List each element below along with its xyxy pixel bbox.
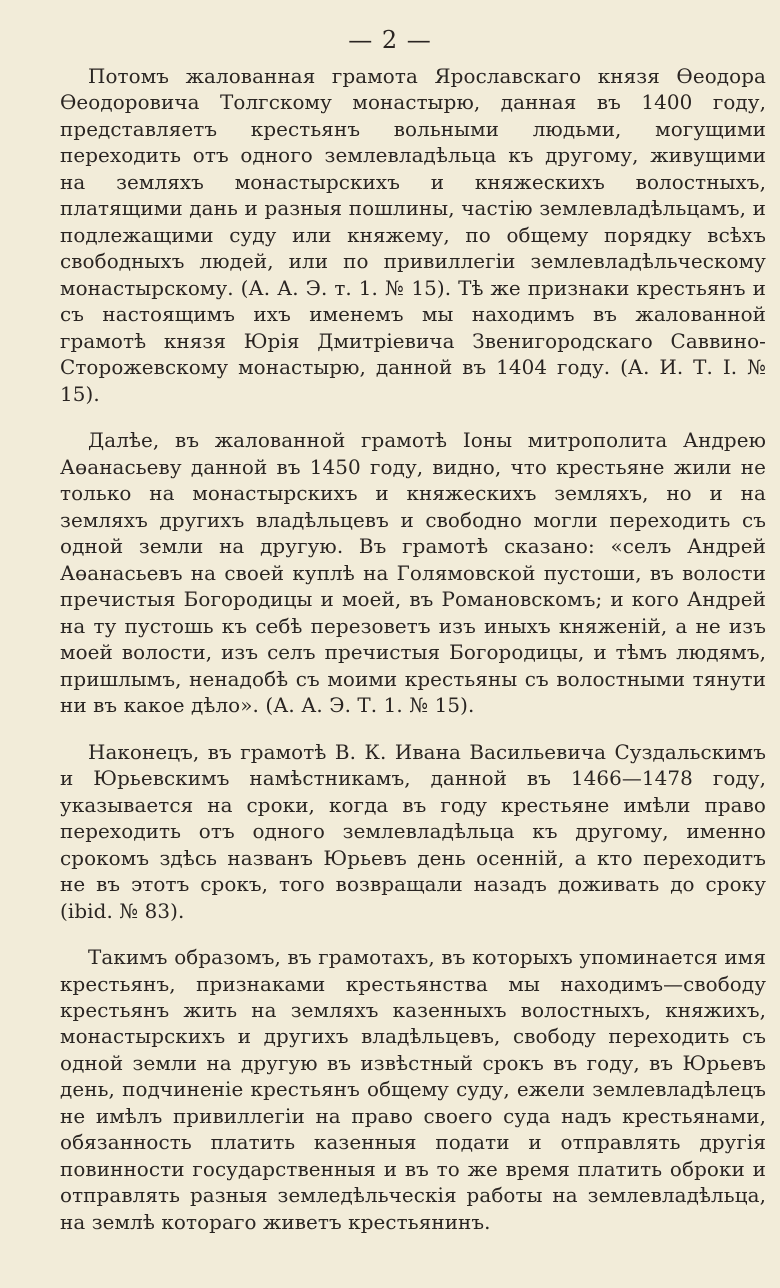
text-column [60, 64, 766, 1256]
paragraph-3: Наконецъ, въ грамотѣ В. К. Ивана Васильевича Суздальскимъ и Юрьевскимъ намѣстникамъ, данной въ 1466—1478 году, указывается на сроки, когда въ году крестьяне имѣли право переходить отъ одного землевладѣльца къ другому, именно срокомъ здѣсь названъ Юрьевъ день осенній, а кто переходитъ не въ этотъ срокъ, того возвращали назадъ доживать до сроку (ibid. № 83). [60, 740, 766, 923]
page-number: — 2 — [348, 26, 432, 54]
paragraph-4: Такимъ образомъ, въ грамотахъ, въ которыхъ упоминается имя крестьянъ, признаками крестьянства мы находимъ—свободу крестьянъ жить на земляхъ казенныхъ волостныхъ, княжихъ, монастырскихъ и другихъ владѣльцевъ, свободу переходить съ одной земли на другую въ извѣстный срокъ въ году, въ Юрьевъ день, подчиненіе крестьянъ общему суду, ежели землевладѣлецъ не имѣлъ привиллегіи на право своего суда надъ крестьянами, обязанность платить казенныя подати и отправлять другія повинности государственныя и въ то же время платить оброки и отправлять разныя земледѣльческія работы на землевладѣльца, на землѣ котораго живетъ крестьянинъ. [60, 946, 766, 1234]
paragraph-2: Далѣе, въ жалованной грамотѣ Іоны митрополита Андрею Аөанасьеву данной въ 1450 году, видно, что крестьяне жили не только на монастырскихъ и княжескихъ земляхъ, но и на земляхъ другихъ владѣльцевъ и свободно могли переходить съ одной земли на другую. Въ грамотѣ сказано: «селъ Андрей Аөанасьевъ на своей куплѣ на Голямовской пустоши, въ волости пречистыя Богородицы и моей, въ Романовскомъ; и кого Андрей на ту пустошь къ себѣ перезоветъ изъ иныхъ княженій, а не изъ моей волости, изъ селъ пречистыя Богородицы, и тѣмъ людямъ, пришлымъ, ненадобѣ съ моими крестьяны съ волостными тянути ни въ какое дѣло». (А. А. Э. Т. 1. № 15). [60, 429, 766, 718]
paragraph-1: Потомъ жалованная грамота Ярославскаго князя Өеодора Өеодоровича Толгскому монастырю, данная въ 1400 году, представляетъ крестьянъ вольными людьми, могущими переходить отъ одного землевладѣльца къ другому, живущими на земляхъ монастырскихъ и княжескихъ волостныхъ, платящими дань и разныя пошлины, частію землевладѣльцамъ, и подлежащими суду или княжему, по общему порядку всѣхъ свободныхъ людей, или по привиллегіи землевладѣльческому монастырскому. (А. А. Э. т. 1. № 15). Тѣ же признаки крестьянъ и съ настоящимъ ихъ именемъ мы находимъ въ жалованной грамотѣ князя Юрія Дмитріевича Звенигородскаго Саввино-Сторожевскому монастырю, данной въ 1404 году. (А. И. Т. I. № 15). [60, 65, 766, 406]
